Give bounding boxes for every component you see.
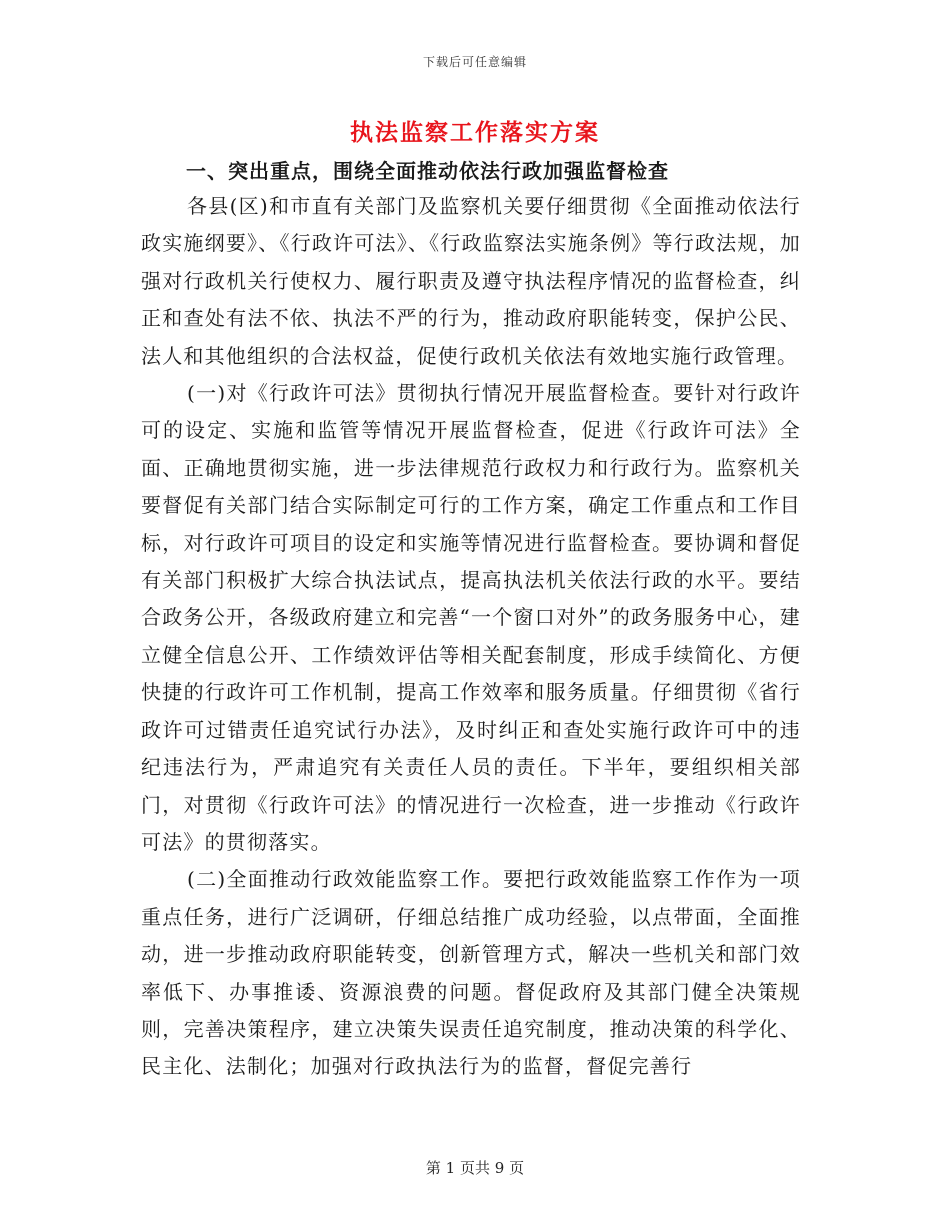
page-header: 下载后可任意编辑 <box>422 55 527 69</box>
paragraph-2: (一)对《行政许可法》贯彻执行情况开展监督检查。要针对行政许可的设定、实施和监管等情况开展监督检查，促进《行政许可法》全面、正确地贯彻实施，进一步法律规范行政权力和行政行为。监察机关要督促有关部门结合实际制定可行的工作方案，确定工作重点和工作目标，对行政许可项目的设定和实施等情况进行监督检查。要协调和督促有关部门积极扩大综合执法试点，提高执法机关依法行政的水平。要结合政务公开，各级政府建立和完善“一个窗口对外”的政务服务中心，建立健全信息公开、工作绩效评估等相关配套制度，形成手续简化、方便快捷的行政许可工作机制，提高工作效率和服务质量。仔细贯彻《省行政许可过错责任追究试行办法》，及时纠正和查处实施行政许可中的违纪违法行为，严肃追究有关责任人员的责任。下半年，要组织相关部门，对贯彻《行政许可法》的情况进行一次检查，进一步推动《行政许可法》的贯彻落实。 <box>141 381 801 854</box>
page-footer: 第 1 页共 9 页 <box>425 1159 525 1177</box>
paragraph-1: 各县(区)和市直有关部门及监察机关要仔细贯彻《全面推动依法行政实施纲要》、《行政许可法》、《行政监察法实施条例》等行政法规，加强对行政机关行使权力、履行职责及遵守执法程序情况的监督检查，纠正和查处有法不依、执法不严的行为，推动政府职能转变，保护公民、法人和其他组织的合法权益，促使行政机关依法有效地实施行政管理。 <box>141 194 801 368</box>
paragraph-3: (二)全面推动行政效能监察工作。要把行政效能监察工作作为一项重点任务，进行广泛调研，仔细总结推广成功经验，以点带面，全面推动，进一步推动政府职能转变，创新管理方式，解决一些机关和部门效率低下、办事推诿、资源浪费的问题。督促政府及其部门健全决策规则，完善决策程序，建立决策失误责任追究制度，推动决策的科学化、民主化、法制化；加强对行政执法行为的监督，督促完善行 <box>141 867 801 1079</box>
document-title: 执法监察工作落实方案 <box>350 119 600 146</box>
section-heading: 一、突出重点，围绕全面推动依法行政加强监督检查 <box>186 159 669 183</box>
body-text <box>141 188 801 1086</box>
